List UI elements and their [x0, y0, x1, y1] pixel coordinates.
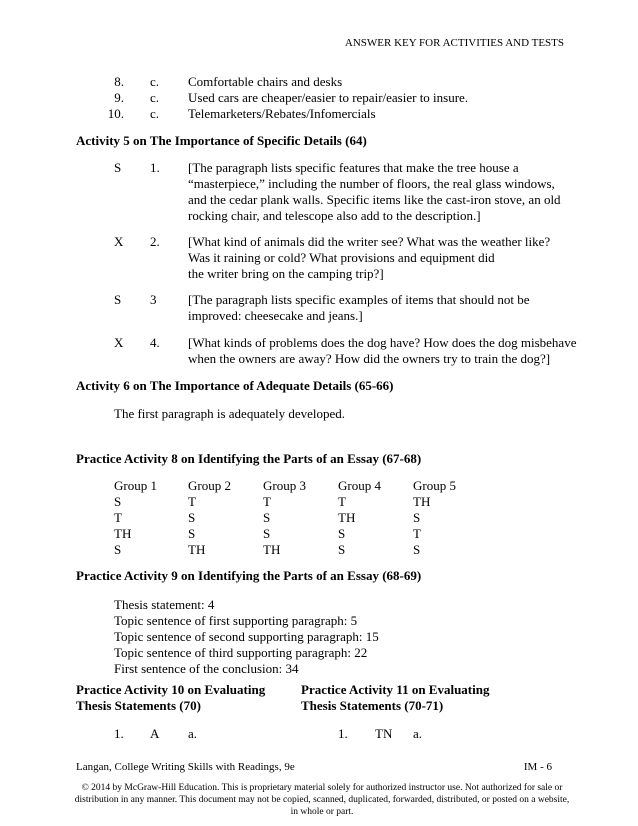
text-line: Was it raining or cold? What provisions and equipment did	[188, 250, 495, 265]
item-number: 9.	[114, 90, 124, 105]
activity-11-heading-line2: Thesis Statements (70-71)	[301, 698, 444, 713]
table-cell: TH	[338, 510, 356, 525]
table-cell: S	[413, 542, 421, 557]
table-cell: TH	[114, 526, 132, 541]
group-header: Group 1	[114, 478, 157, 493]
activity-6-heading: Activity 6 on The Importance of Adequate Details (65-66)	[76, 378, 394, 393]
item-text: Used cars are cheaper/easier to repair/easier to insure.	[188, 90, 469, 105]
table-cell: S	[338, 526, 346, 541]
activity-5-heading: Activity 5 on The Importance of Specific Details (64)	[76, 133, 367, 148]
footer-page-number: IM - 6	[523, 761, 552, 773]
answer-line: Topic sentence of third supporting paragraph: 22	[114, 645, 368, 660]
table-cell: S	[114, 494, 122, 509]
text-line: and the cedar plank walls. Specific items like the cast-iron stove, an old	[188, 192, 561, 207]
activity-9-heading: Practice Activity 9 on Identifying the Parts of an Essay (68-69)	[76, 568, 422, 583]
text-line: improved: cheesecake and jeans.]	[188, 308, 363, 323]
table-cell: T	[413, 526, 421, 541]
group-header: Group 3	[263, 478, 306, 493]
copyright-notice: © 2014 by McGraw-Hill Education. This is proprietary material solely for authorized instructor use. Not authorized for sale or distribution in any manner. This document may not be copied, scanned, duplicated, forwarded, distributed, or posted on a website, in whole or part.	[74, 783, 570, 817]
table-cell: S	[114, 542, 122, 557]
item-explanation	[188, 160, 578, 224]
item-number: 1.	[338, 726, 348, 741]
item-number: 1.	[150, 160, 160, 175]
text-line: [What kinds of problems does the dog have? How does the dog misbehave	[188, 335, 577, 350]
text-line: [The paragraph lists specific features that make the tree house a	[188, 160, 519, 175]
table-cell: S	[413, 510, 421, 525]
table-cell: T	[114, 510, 122, 525]
activity-8-heading: Practice Activity 8 on Identifying the Parts of an Essay (67-68)	[76, 451, 422, 466]
item-number: 4.	[150, 335, 160, 350]
item-answer: TN	[375, 726, 393, 741]
table-cell: TH	[188, 542, 206, 557]
item-mark: S	[114, 160, 122, 175]
running-header: ANSWER KEY FOR ACTIVITIES AND TESTS	[344, 37, 564, 49]
item-number: 3	[150, 292, 157, 307]
text-line: [What kind of animals did the writer see? What was the weather like?	[188, 234, 551, 249]
item-mark: S	[114, 292, 122, 307]
item-explanation	[188, 292, 578, 324]
answer-line: Topic sentence of first supporting paragraph: 5	[114, 613, 358, 628]
item-letter: a.	[188, 726, 198, 741]
group-header: Group 4	[338, 478, 381, 493]
item-explanation	[188, 234, 578, 282]
footer-source: Langan, College Writing Skills with Readings, 9e	[76, 761, 295, 773]
item-number: 10.	[107, 106, 124, 121]
answer-line: Thesis statement: 4	[114, 597, 215, 612]
text-line: “masterpiece,” including the number of floors, the real glass windows,	[188, 176, 555, 191]
table-cell: S	[188, 510, 196, 525]
table-cell: TH	[413, 494, 431, 509]
item-letter: a.	[413, 726, 423, 741]
activity-10-heading-line2: Thesis Statements (70)	[76, 698, 201, 713]
item-letter: c.	[150, 90, 160, 105]
item-mark: X	[114, 234, 124, 249]
text-line: [The paragraph lists specific examples of items that should not be	[188, 292, 530, 307]
table-cell: S	[263, 510, 271, 525]
table-cell: T	[263, 494, 271, 509]
activity-10-heading-line1: Practice Activity 10 on Evaluating	[76, 682, 266, 697]
item-number: 1.	[114, 726, 124, 741]
item-number: 8.	[114, 74, 124, 89]
item-text: Comfortable chairs and desks	[188, 74, 343, 89]
group-header: Group 2	[188, 478, 231, 493]
activity-6-answer: The first paragraph is adequately developed.	[114, 406, 346, 421]
item-letter: c.	[150, 106, 160, 121]
item-mark: X	[114, 335, 124, 350]
item-answer: A	[150, 726, 160, 741]
item-letter: c.	[150, 74, 160, 89]
table-cell: T	[188, 494, 196, 509]
item-text: Telemarketers/Rebates/Infomercials	[188, 106, 376, 121]
table-cell: T	[338, 494, 346, 509]
answer-line: Topic sentence of second supporting paragraph: 15	[114, 629, 379, 644]
text-line: rocking chair, and telescope also add to the description.]	[188, 208, 481, 223]
text-line: when the owners are away? How did the owners try to train the dog?]	[188, 351, 551, 366]
item-number: 2.	[150, 234, 160, 249]
activity-11-heading-line1: Practice Activity 11 on Evaluating	[301, 682, 490, 697]
table-cell: TH	[263, 542, 281, 557]
table-cell: S	[338, 542, 346, 557]
table-cell: S	[263, 526, 271, 541]
table-cell: S	[188, 526, 196, 541]
item-explanation	[188, 335, 588, 367]
answer-line: First sentence of the conclusion: 34	[114, 661, 299, 676]
group-header: Group 5	[413, 478, 456, 493]
text-line: the writer bring on the camping trip?]	[188, 266, 384, 281]
